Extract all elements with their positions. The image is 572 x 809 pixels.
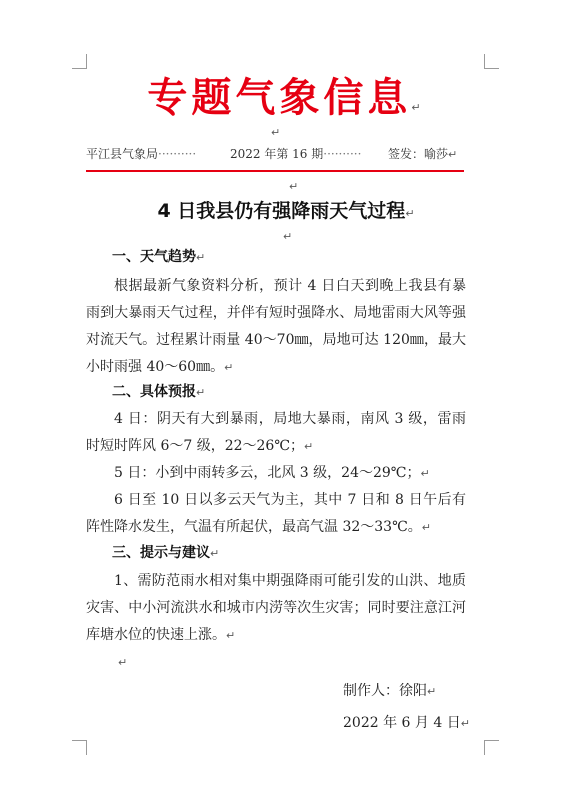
header-line[interactable]: 平江县气象局·········· 2022 年第 16 期·········· 签发：喻莎↵ (86, 147, 458, 161)
crop-mark-bottom-left (72, 740, 87, 755)
issue-number: 2022 年第 16 期 (230, 147, 324, 161)
crop-mark-bottom-right (484, 740, 499, 755)
document-title-text: 4 日我县仍有强降雨天气过程 (157, 200, 406, 222)
author-line[interactable]: 制作人：徐阳↵ (343, 683, 437, 699)
paragraph-advice[interactable]: 1、需防范雨水相对集中期强降雨可能引发的山洪、地质灾害、中小河流洪水和城市内涝等次生灾害；同时要注意江河库塘水位的快速上涨。↵ (86, 573, 466, 643)
crop-mark-top-left (72, 54, 87, 69)
paragraph-mark: ↵ (118, 656, 128, 669)
crop-mark-top-right (484, 54, 499, 69)
paragraph-forecast-day4[interactable]: 4 日：阴天有大到暴雨，局地大暴雨，南风 3 级，雷雨时短时阵风 6～7 级，22～26℃；↵ (86, 411, 466, 454)
paragraph-mark: ↵ (289, 180, 299, 193)
section-heading-trend[interactable]: 一、天气趋势↵ (112, 249, 206, 265)
paragraph-trend[interactable]: 根据最新气象资料分析，预计 4 日白天到晚上我县有暴雨到大暴雨天气过程，并伴有短时强降水、局地雷雨大风等强对流天气。过程累计雨量 40～70㎜，局地可达 120㎜，最大小时雨强 40～60㎜。↵ (86, 278, 466, 375)
red-divider (86, 170, 464, 172)
section-heading-forecast[interactable]: 二、具体预报↵ (112, 384, 206, 400)
paragraph-mark: ↵ (271, 126, 281, 139)
signer: 签发：喻莎 (388, 147, 449, 161)
bulletin-title-text: 专题气象信息 (147, 75, 412, 121)
bulletin-title[interactable]: 专题气象信息↵ (147, 75, 425, 121)
date-line[interactable]: 2022 年 6 月 4 日↵ (343, 715, 470, 731)
paragraph-forecast-day5[interactable]: 5 日：小到中雨转多云，北风 3 级，24～29℃；↵ (114, 465, 430, 481)
section-heading-advice[interactable]: 三、提示与建议↵ (112, 545, 220, 561)
paragraph-forecast-day6-10[interactable]: 6 日至 10 日以多云天气为主，其中 7 日和 8 日午后有阵性降水发生，气温有所起伏，最高气温 32～33℃。↵ (86, 492, 466, 535)
paragraph-mark: ↵ (283, 230, 293, 243)
org-name: 平江县气象局 (86, 147, 159, 161)
document-title[interactable]: 4 日我县仍有强降雨天气过程↵ (157, 200, 415, 222)
